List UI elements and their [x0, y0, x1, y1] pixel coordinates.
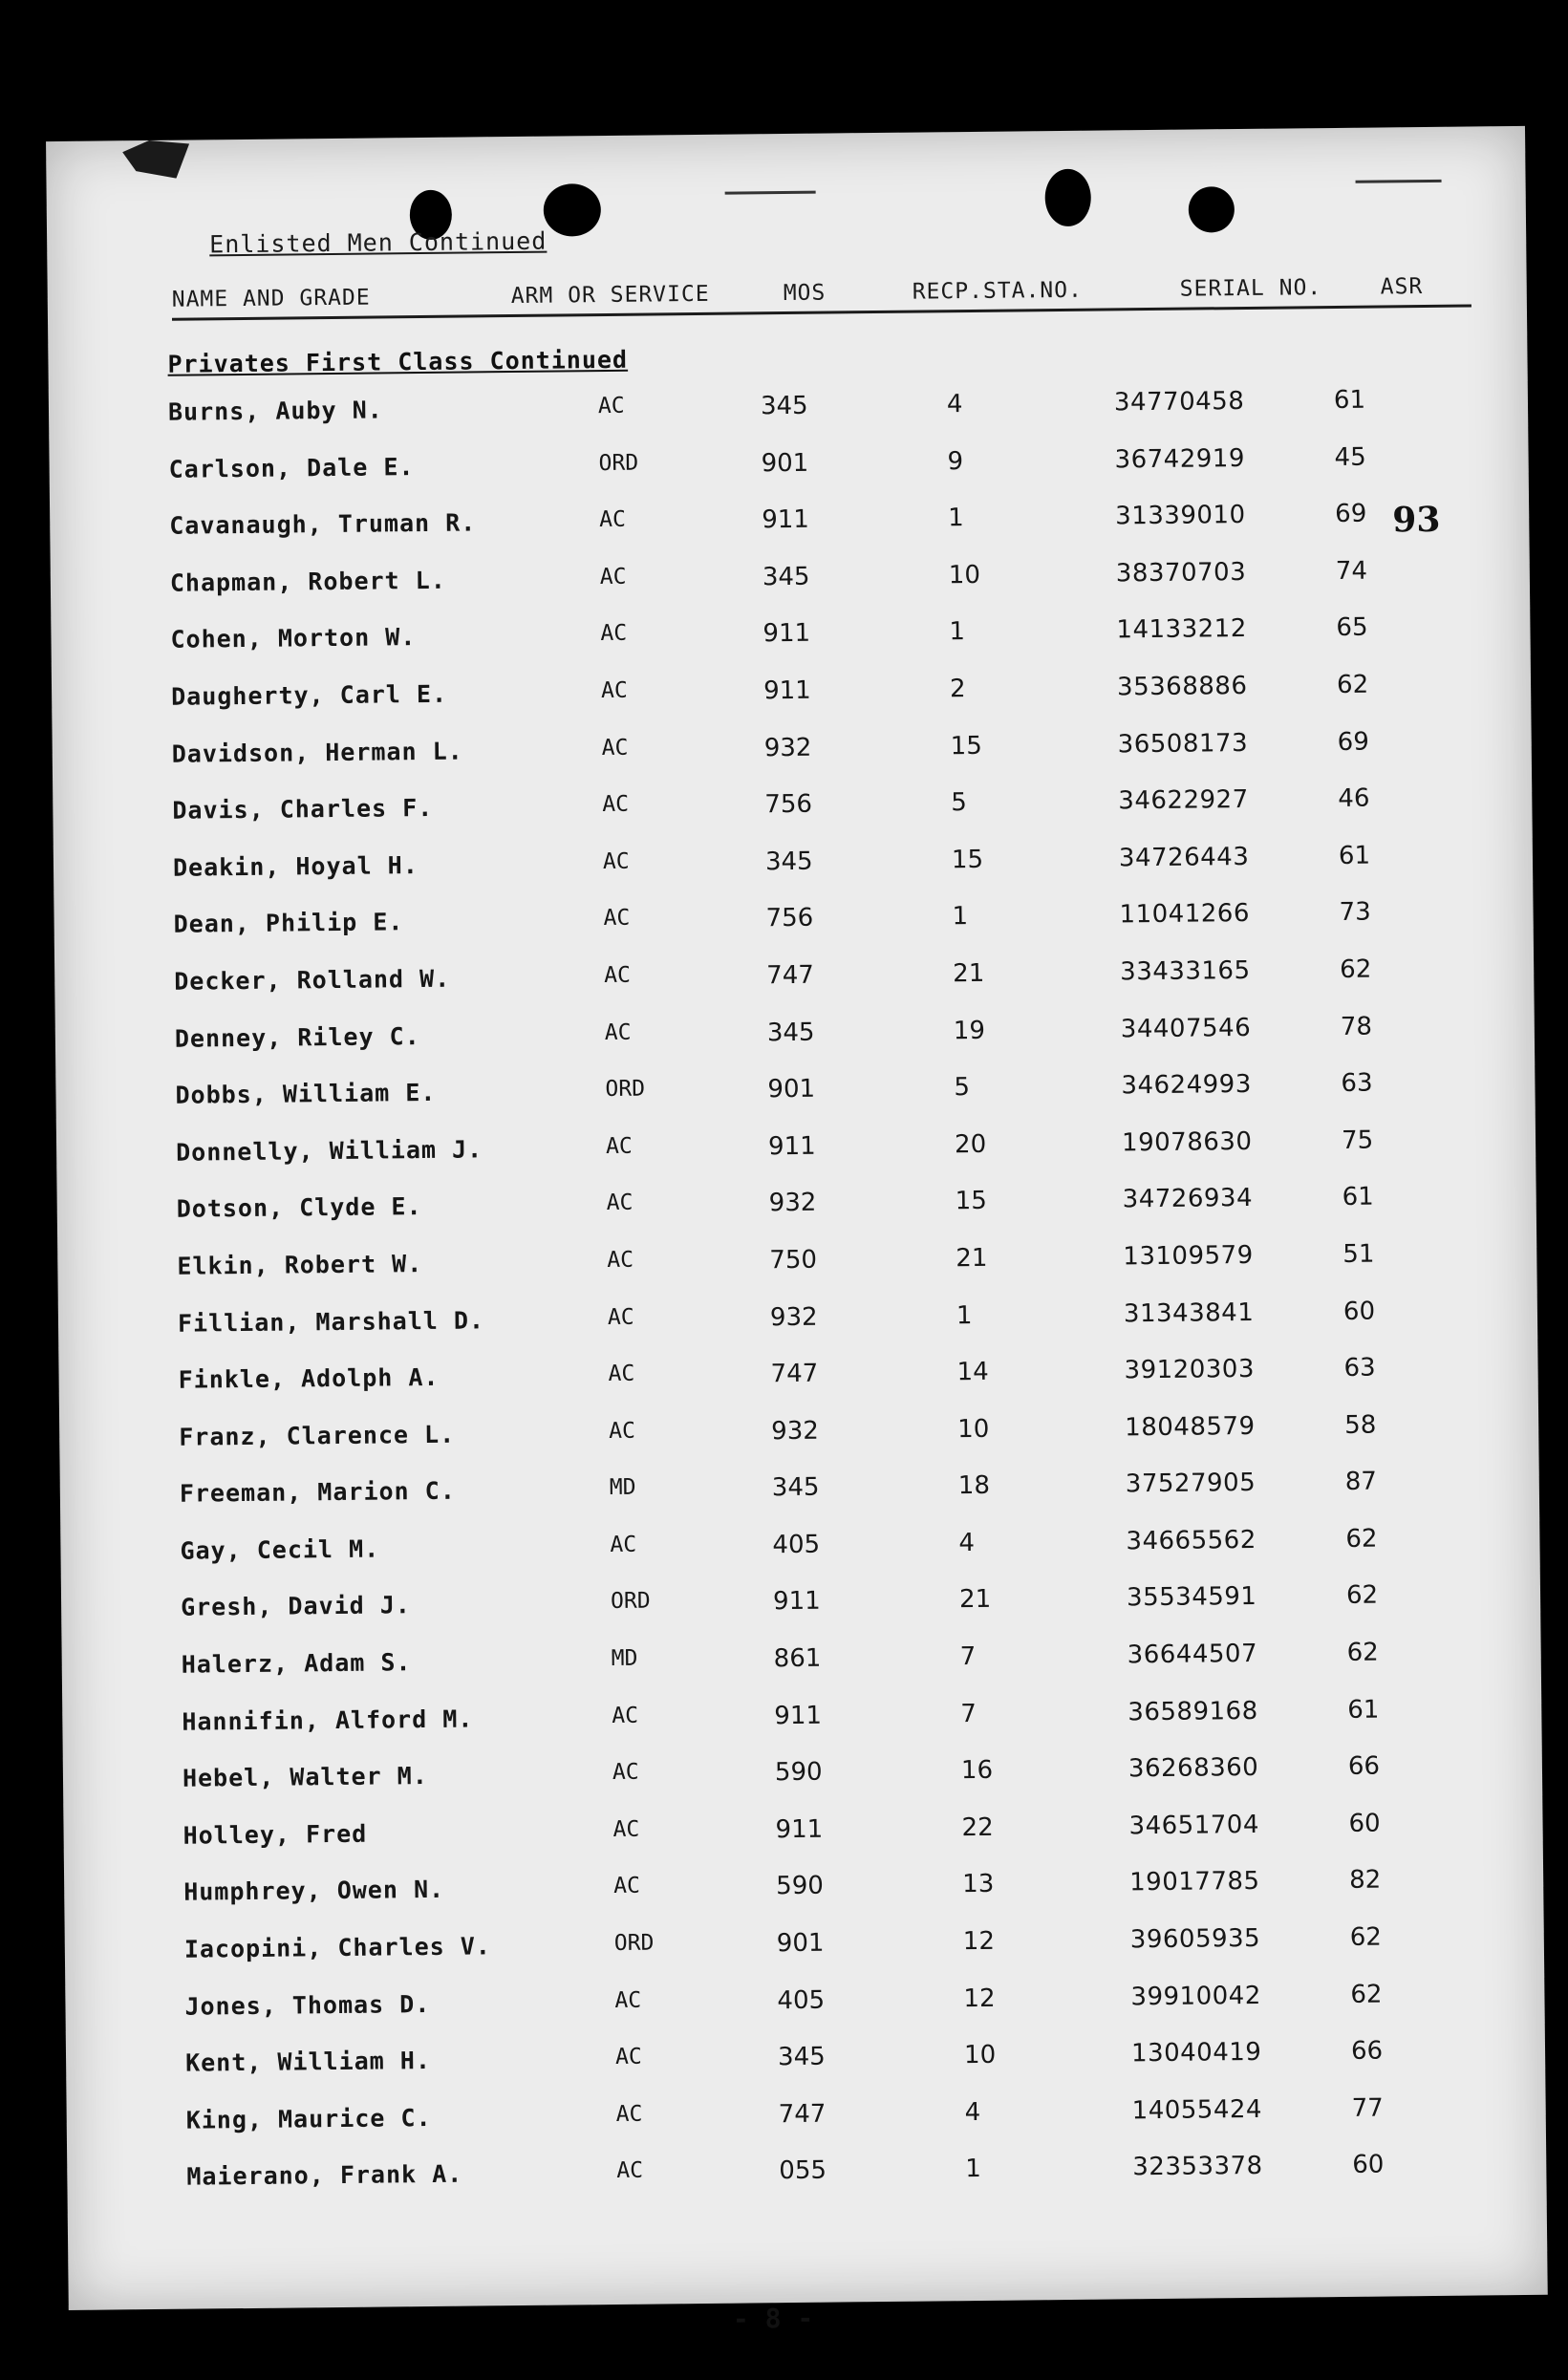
row-arm: AC: [612, 1816, 640, 1842]
row-serial: 19078630: [1121, 1126, 1253, 1158]
row-station: 15: [950, 731, 982, 761]
row-asr: 62: [1340, 954, 1372, 984]
row-arm: MD: [611, 1645, 638, 1672]
row-arm: AC: [607, 1304, 634, 1330]
row-station: 7: [959, 1642, 977, 1672]
row-mos: 345: [771, 1472, 820, 1503]
row-arm: AC: [615, 2101, 643, 2127]
document-page: [46, 126, 1548, 2335]
row-serial: 13109579: [1123, 1240, 1254, 1272]
row-name: Dobbs, William E.: [175, 1079, 437, 1109]
row-asr: 62: [1345, 1524, 1378, 1554]
row-name: Gresh, David J.: [180, 1591, 412, 1622]
row-asr: 69: [1335, 499, 1367, 529]
row-serial: 11041266: [1119, 899, 1251, 930]
row-station: 10: [957, 1414, 990, 1444]
row-name: Chapman, Robert L.: [169, 566, 446, 597]
header-arm: ARM OR SERVICE: [510, 281, 710, 310]
corner-mark: [122, 140, 189, 180]
row-serial: 38370703: [1115, 557, 1247, 589]
row-asr: 75: [1341, 1126, 1374, 1155]
row-asr: 63: [1341, 1068, 1373, 1099]
header-asr: ASR: [1380, 274, 1424, 300]
row-name: Hebel, Walter M.: [182, 1762, 428, 1792]
row-mos: 590: [774, 1757, 823, 1788]
row-serial: 34665562: [1126, 1525, 1257, 1556]
row-arm: AC: [602, 848, 630, 874]
row-name: Dotson, Clyde E.: [176, 1192, 422, 1224]
row-name: Dean, Philip E.: [173, 908, 404, 939]
row-name: Davidson, Herman L.: [171, 737, 463, 768]
row-asr: 61: [1333, 385, 1366, 416]
row-arm: AC: [607, 1247, 634, 1273]
row-station: 14: [956, 1357, 989, 1387]
row-arm: AC: [614, 2044, 642, 2070]
row-mos: 345: [764, 847, 813, 877]
row-asr: 74: [1335, 556, 1368, 586]
row-arm: AC: [601, 735, 629, 761]
page-number: - 8 -: [732, 2302, 814, 2335]
row-name: Halerz, Adam S.: [181, 1648, 412, 1679]
row-name: Fillian, Marshall D.: [177, 1305, 485, 1338]
row-asr: 63: [1343, 1353, 1376, 1383]
row-mos: 055: [779, 2156, 827, 2186]
row-station: 21: [958, 1585, 992, 1615]
row-arm: AC: [597, 393, 625, 419]
row-asr: 61: [1338, 841, 1371, 870]
row-name: Freeman, Marion C.: [179, 1476, 456, 1508]
row-asr: 60: [1348, 1809, 1381, 1838]
row-arm: AC: [610, 1532, 637, 1557]
row-arm: AC: [604, 962, 632, 988]
row-station: 21: [956, 1243, 988, 1274]
row-name: Burns, Auby N.: [167, 396, 383, 426]
row-serial: 39120303: [1124, 1355, 1256, 1385]
row-mos: 911: [762, 504, 810, 535]
row-serial: 19017785: [1129, 1867, 1260, 1898]
punch-hole: [1044, 169, 1091, 226]
row-name: Donnelly, William J.: [175, 1135, 483, 1167]
row-arm: ORD: [598, 450, 639, 476]
row-name: Cavanaugh, Truman R.: [169, 508, 477, 540]
row-asr: 73: [1339, 897, 1371, 928]
row-station: 1: [956, 1300, 973, 1330]
row-name: Deakin, Hoyal H.: [172, 850, 419, 882]
row-serial: 36508173: [1117, 728, 1249, 759]
header-mos: MOS: [783, 280, 827, 307]
column-headers: [172, 269, 1471, 320]
row-asr: 62: [1346, 1638, 1379, 1667]
row-mos: 911: [767, 1131, 816, 1161]
row-serial: 33433165: [1120, 955, 1251, 987]
row-arm: AC: [602, 791, 630, 818]
margin-note: 93: [1392, 499, 1441, 541]
row-arm: AC: [613, 1874, 641, 1899]
row-mos: 747: [778, 2099, 827, 2130]
row-name: Carlson, Dale E.: [168, 452, 415, 483]
row-arm: ORD: [613, 1930, 655, 1957]
row-mos: 756: [765, 904, 814, 933]
row-name: Cohen, Morton W.: [170, 623, 417, 654]
row-mos: 756: [764, 789, 813, 820]
row-asr: 58: [1344, 1410, 1377, 1440]
row-mos: 932: [763, 733, 812, 762]
row-asr: 61: [1347, 1695, 1380, 1725]
row-station: 2: [949, 675, 966, 704]
row-arm: AC: [600, 621, 628, 647]
row-asr: 78: [1340, 1012, 1373, 1041]
row-station: 1: [965, 2155, 982, 2184]
row-asr: 62: [1350, 1980, 1383, 2009]
row-mos: 901: [767, 1074, 816, 1104]
row-arm: AC: [608, 1361, 635, 1387]
row-station: 10: [948, 560, 981, 590]
row-serial: 36644507: [1127, 1639, 1258, 1670]
row-serial: 37527905: [1125, 1469, 1257, 1499]
row-name: Jones, Thomas D.: [184, 1989, 431, 2021]
row-station: 15: [951, 845, 984, 874]
row-station: 12: [962, 1926, 996, 1957]
row-arm: AC: [604, 1019, 632, 1045]
row-asr: 82: [1349, 1866, 1382, 1896]
row-station: 5: [954, 1073, 971, 1103]
row-name: King, Maurice C.: [185, 2103, 432, 2134]
row-serial: 14055424: [1131, 2094, 1263, 2126]
row-name: Daugherty, Carl E.: [170, 679, 448, 711]
row-station: 21: [953, 958, 985, 989]
row-serial: 34726443: [1118, 842, 1250, 873]
row-name: Gay, Cecil M.: [180, 1534, 380, 1565]
row-mos: 747: [766, 960, 815, 991]
row-station: 1: [949, 617, 966, 647]
row-name: Franz, Clarence L.: [179, 1420, 456, 1451]
row-arm: ORD: [605, 1076, 646, 1103]
row-serial: 36742919: [1114, 443, 1246, 475]
row-station: 1: [948, 504, 964, 533]
row-arm: AC: [612, 1703, 639, 1728]
top-dash-mark: [725, 191, 816, 195]
row-serial: 39605935: [1129, 1923, 1261, 1955]
row-station: 22: [961, 1812, 994, 1843]
row-station: 5: [951, 788, 968, 818]
row-mos: 590: [776, 1872, 825, 1901]
row-serial: 32353378: [1132, 2152, 1263, 2182]
row-serial: 39910042: [1130, 1981, 1261, 2011]
row-station: 15: [955, 1187, 987, 1216]
header-name: NAME AND GRADE: [171, 285, 371, 312]
row-serial: 35534591: [1126, 1582, 1257, 1613]
row-asr: 65: [1336, 613, 1368, 643]
row-asr: 66: [1350, 2036, 1384, 2067]
row-arm: AC: [614, 1987, 642, 2013]
row-mos: 901: [776, 1928, 825, 1959]
row-arm: AC: [605, 1133, 633, 1159]
row-serial: 36268360: [1128, 1753, 1259, 1784]
row-serial: 31343841: [1123, 1297, 1255, 1328]
row-serial: 31339010: [1115, 501, 1246, 531]
roster-list: [49, 384, 1547, 2221]
row-name: Iacopini, Charles V.: [183, 1932, 492, 1963]
subsection-heading: Privates First Class Continued: [167, 345, 629, 378]
row-asr: 62: [1336, 670, 1369, 699]
row-arm: ORD: [610, 1589, 651, 1615]
row-name: Davis, Charles F.: [172, 794, 434, 825]
row-serial: 34624993: [1121, 1070, 1252, 1101]
row-station: 16: [960, 1756, 994, 1786]
row-station: 13: [962, 1870, 995, 1899]
row-mos: 932: [771, 1416, 820, 1446]
row-serial: 34622927: [1118, 785, 1249, 816]
row-mos: 911: [763, 675, 811, 706]
row-mos: 901: [761, 448, 809, 478]
row-name: Denney, Riley C.: [174, 1021, 420, 1053]
row-station: 9: [947, 446, 964, 476]
row-name: Maierano, Frank A.: [186, 2160, 463, 2192]
row-asr: 61: [1342, 1182, 1374, 1212]
row-asr: 45: [1334, 442, 1366, 472]
row-asr: 60: [1342, 1297, 1376, 1326]
row-asr: 77: [1351, 2093, 1384, 2123]
row-arm: AC: [599, 564, 627, 590]
row-mos: 932: [768, 1189, 817, 1218]
row-station: 20: [954, 1129, 987, 1159]
row-mos: 911: [775, 1814, 824, 1845]
row-name: Decker, Rolland W.: [174, 964, 451, 996]
row-serial: 34651704: [1128, 1810, 1260, 1841]
row-serial: 18048579: [1125, 1411, 1256, 1443]
row-name: Finkle, Adolph A.: [178, 1362, 440, 1394]
row-asr: 87: [1344, 1467, 1378, 1497]
row-arm: AC: [616, 2158, 644, 2184]
row-name: Holley, Fred: [183, 1819, 368, 1850]
row-mos: 911: [772, 1587, 821, 1617]
row-asr: 66: [1347, 1751, 1381, 1782]
row-station: 1: [952, 902, 969, 932]
row-name: Humphrey, Owen N.: [183, 1876, 445, 1907]
row-serial: 35368886: [1116, 671, 1248, 702]
header-serial: SERIAL NO.: [1179, 275, 1322, 302]
row-mos: 932: [769, 1302, 818, 1332]
row-mos: 345: [777, 2042, 826, 2072]
row-station: 7: [960, 1699, 977, 1728]
row-serial: 36589168: [1128, 1696, 1258, 1726]
row-name: Kent, William H.: [184, 2047, 432, 2077]
row-asr: 62: [1349, 1922, 1383, 1952]
row-mos: 345: [762, 562, 810, 592]
row-name: Hannifin, Alford M.: [182, 1705, 474, 1736]
row-station: 4: [946, 390, 963, 419]
top-dash-mark: [1356, 180, 1442, 183]
row-serial: 34770458: [1113, 386, 1245, 418]
row-arm: MD: [609, 1474, 636, 1501]
row-mos: 911: [763, 619, 811, 649]
row-station: 12: [963, 1983, 996, 2013]
row-mos: 911: [774, 1701, 823, 1730]
row-mos: 750: [769, 1245, 818, 1276]
row-mos: 405: [777, 1985, 826, 2015]
row-serial: 34726934: [1122, 1184, 1254, 1214]
row-serial: 13040419: [1130, 2038, 1262, 2069]
row-mos: 747: [770, 1359, 819, 1389]
row-station: 19: [953, 1016, 986, 1045]
row-asr: 69: [1337, 727, 1369, 757]
punch-hole: [544, 183, 602, 237]
row-mos: 861: [773, 1643, 822, 1674]
row-mos: 345: [766, 1018, 815, 1047]
row-asr: 62: [1345, 1581, 1379, 1611]
row-asr: 46: [1338, 783, 1370, 814]
row-station: 4: [964, 2097, 981, 2127]
row-asr: 60: [1352, 2150, 1385, 2180]
row-serial: 14133212: [1116, 614, 1247, 645]
section-heading: Enlisted Men Continued: [209, 226, 548, 259]
row-asr: 51: [1342, 1239, 1375, 1269]
row-mos: 345: [760, 391, 808, 421]
punch-hole: [1189, 186, 1235, 233]
row-serial: 34407546: [1120, 1013, 1252, 1043]
row-arm: AC: [606, 1190, 634, 1216]
row-station: 4: [958, 1528, 976, 1558]
row-arm: AC: [612, 1759, 639, 1786]
row-mos: 405: [772, 1530, 821, 1560]
row-arm: AC: [600, 677, 628, 704]
row-station: 10: [963, 2041, 997, 2070]
row-arm: AC: [603, 906, 631, 932]
row-name: Elkin, Robert W.: [177, 1249, 423, 1280]
row-station: 18: [957, 1471, 991, 1501]
row-arm: AC: [599, 506, 627, 533]
row-arm: AC: [609, 1418, 636, 1444]
header-sta: RECP.STA.NO.: [912, 277, 1084, 305]
